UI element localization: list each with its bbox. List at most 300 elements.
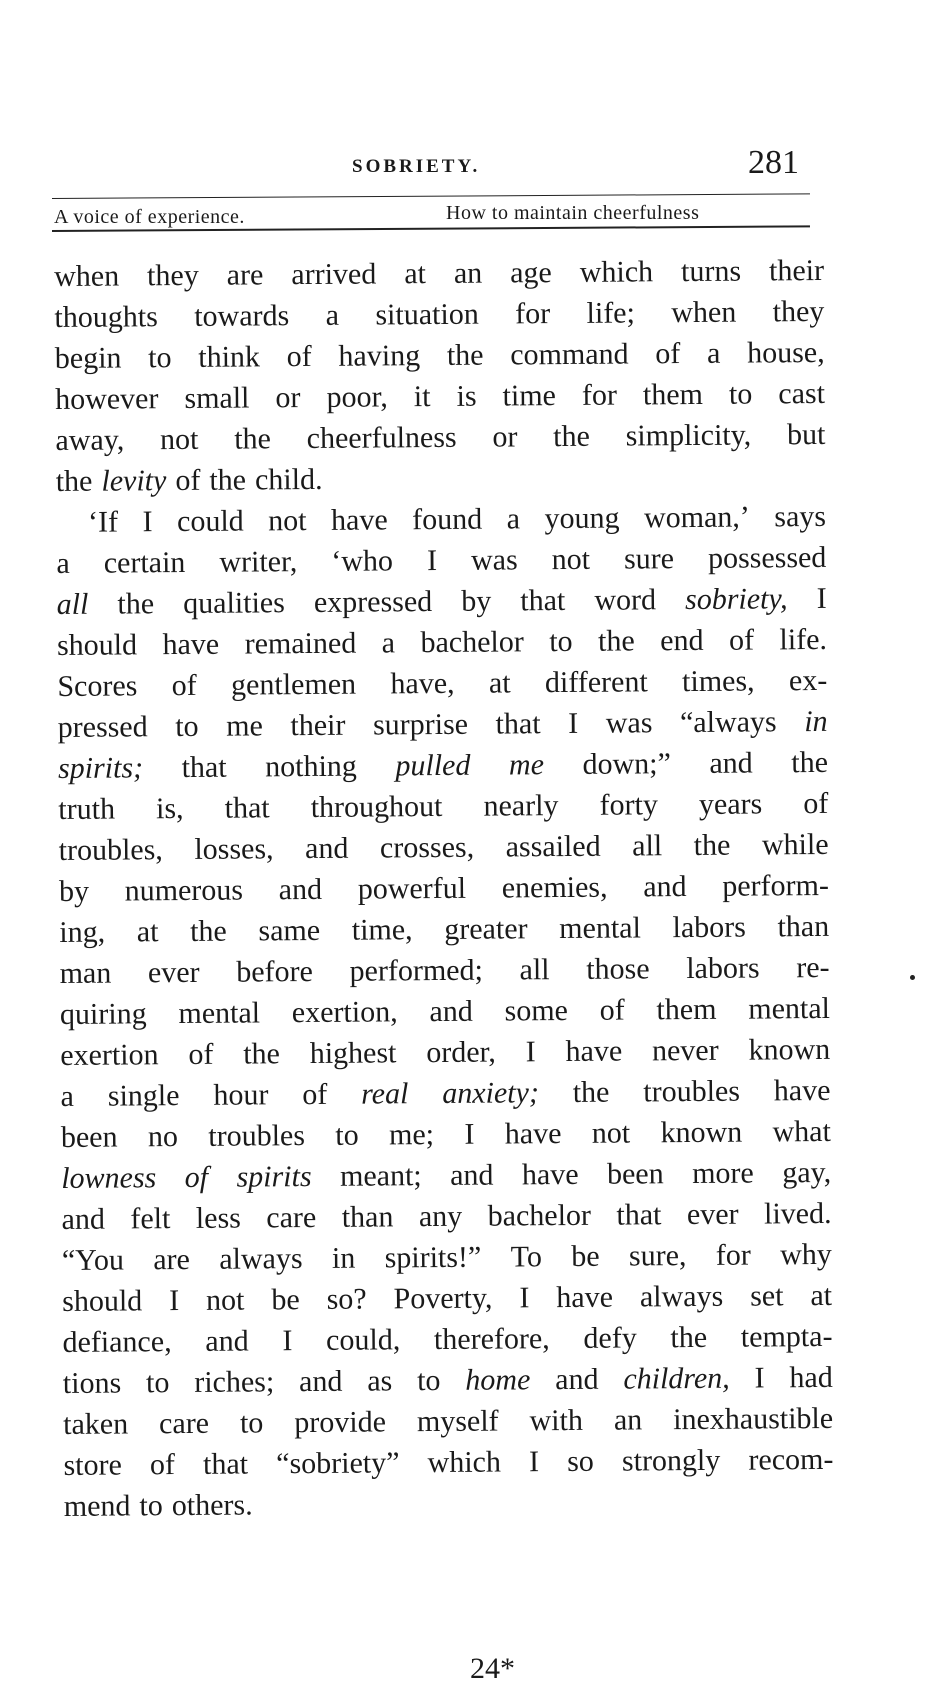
word: an — [453, 256, 483, 290]
word: order, — [426, 1035, 497, 1070]
word: of — [803, 786, 829, 821]
word: life; — [586, 296, 636, 330]
word: I — [282, 1324, 293, 1358]
word: for — [515, 297, 551, 331]
word: to — [549, 624, 573, 659]
word: turns — [680, 254, 742, 289]
word: so — [567, 1444, 594, 1479]
word: and — [298, 1364, 343, 1399]
word: have — [556, 1280, 614, 1315]
word: I — [525, 1035, 536, 1069]
word: have — [330, 503, 388, 537]
word: at — [810, 1278, 833, 1313]
word: and — [304, 831, 349, 866]
word: by — [461, 584, 492, 618]
word: all — [632, 829, 663, 863]
word: to — [728, 377, 753, 411]
word: in — [331, 1241, 356, 1275]
word: poor, — [326, 380, 388, 414]
word: levity — [101, 464, 167, 498]
word: a — [56, 546, 70, 580]
word: throughout — [310, 789, 443, 824]
word: gay, — [782, 1155, 832, 1190]
word: a — [381, 626, 396, 660]
word: them — [656, 992, 717, 1027]
word: why — [780, 1237, 832, 1272]
word: they — [146, 258, 199, 293]
text-line — [58, 701, 828, 748]
word: house, — [747, 335, 825, 370]
word: to — [148, 341, 172, 375]
word: bachelor — [420, 625, 524, 660]
word: cheerfulness — [306, 420, 457, 456]
text-line — [55, 373, 825, 420]
word: not — [159, 422, 199, 457]
word: of — [188, 1037, 214, 1071]
word: time, — [351, 913, 413, 947]
word: time — [502, 379, 557, 413]
word: mental — [178, 996, 261, 1031]
text-line — [59, 947, 829, 994]
text-line — [55, 414, 825, 461]
word: labors — [672, 910, 746, 945]
word: than — [341, 1200, 394, 1234]
word: which — [427, 1445, 502, 1480]
word: to — [139, 1489, 163, 1523]
word: towards — [194, 299, 290, 333]
text-line — [63, 1357, 833, 1404]
word: I — [169, 1284, 180, 1318]
word: have — [773, 1073, 831, 1108]
word: nothing — [265, 749, 357, 784]
word: greater — [444, 912, 528, 946]
word: to — [335, 1118, 359, 1152]
word: crosses, — [379, 830, 475, 865]
word: perform- — [722, 868, 830, 903]
word: I — [816, 581, 827, 616]
word: down;” — [582, 747, 671, 781]
word: it — [413, 380, 431, 414]
word: the — [446, 338, 484, 372]
word: sure — [623, 542, 675, 576]
word: years — [698, 787, 763, 821]
text-line — [61, 1152, 831, 1199]
word: their — [768, 253, 825, 288]
word: ex- — [788, 663, 828, 698]
word: re- — [796, 950, 830, 985]
word: could — [176, 504, 244, 539]
word: they — [772, 294, 825, 329]
word: woman,’ — [643, 500, 750, 535]
word: man — [59, 956, 112, 990]
text-line — [59, 865, 829, 912]
word: or — [492, 420, 518, 454]
word: not — [591, 1116, 631, 1150]
word: mental — [748, 991, 831, 1026]
word: of — [599, 993, 625, 1027]
word: therefore, — [433, 1322, 550, 1357]
word: to — [175, 709, 199, 744]
word: all — [519, 953, 550, 987]
word: enemies, — [501, 870, 608, 905]
word: to — [239, 1406, 264, 1440]
word: arrived — [291, 257, 377, 292]
word: real — [361, 1077, 409, 1111]
text-line — [54, 250, 824, 297]
word: powerful — [357, 871, 467, 906]
header-rule-top — [52, 193, 810, 199]
word: had — [789, 1360, 833, 1395]
word: when — [54, 259, 120, 293]
text-line — [57, 619, 827, 666]
word: recom- — [748, 1442, 834, 1477]
word: meant; — [339, 1159, 422, 1193]
word: at — [488, 666, 511, 700]
word: me — [226, 709, 263, 743]
word: and — [643, 870, 687, 904]
word: an — [613, 1403, 643, 1437]
word: the — [209, 463, 247, 497]
text-line — [64, 1480, 834, 1527]
word: To — [510, 1240, 543, 1274]
word: expressed — [313, 585, 433, 619]
word: spirits — [236, 1160, 312, 1194]
word: of — [728, 623, 755, 657]
word: in — [804, 704, 828, 739]
word: never — [651, 1033, 719, 1068]
text-line — [60, 1070, 830, 1117]
word: the — [597, 624, 635, 658]
word: a — [506, 502, 521, 536]
word: could, — [325, 1323, 401, 1357]
word: provide — [294, 1405, 387, 1440]
word: be — [271, 1283, 300, 1317]
word: home — [465, 1363, 531, 1397]
word: Scores — [57, 669, 138, 703]
word: of — [286, 339, 312, 374]
word: are — [226, 258, 264, 292]
word: however — [54, 382, 159, 416]
text-line — [57, 660, 827, 707]
word: when — [671, 295, 737, 330]
word: inexhaustible — [673, 1401, 834, 1437]
word: or — [275, 381, 301, 415]
word: ‘If — [87, 505, 119, 539]
word: some — [504, 993, 569, 1028]
specks — [910, 975, 915, 980]
word: hour — [213, 1078, 269, 1112]
word: and — [61, 1202, 106, 1236]
word: the — [553, 419, 590, 454]
word: and — [555, 1362, 599, 1397]
word: end — [660, 623, 704, 658]
text-line — [57, 578, 827, 625]
word: so? — [326, 1282, 367, 1316]
word: that — [224, 791, 270, 825]
word: writer, — [219, 545, 298, 579]
word: was — [470, 543, 518, 577]
word: always — [219, 1242, 303, 1276]
word: have — [504, 1117, 562, 1151]
word: have — [565, 1034, 623, 1069]
word: to — [417, 1363, 441, 1398]
text-line — [55, 332, 825, 379]
word: of — [655, 337, 681, 371]
text-line — [56, 537, 826, 584]
word: the — [117, 587, 155, 621]
word: for — [715, 1238, 751, 1272]
word: I — [426, 544, 438, 578]
word: been — [60, 1120, 118, 1154]
text-line — [56, 455, 826, 502]
word: same — [258, 913, 321, 948]
word: the — [55, 464, 93, 498]
word: more — [692, 1156, 754, 1191]
word: have — [162, 627, 220, 662]
word: tempta- — [740, 1319, 833, 1354]
word: anxiety; — [442, 1076, 539, 1110]
word: less — [195, 1201, 241, 1235]
word: forty — [599, 788, 659, 822]
word: sobriety, — [684, 582, 788, 617]
word: be — [571, 1239, 600, 1273]
word: felt — [130, 1202, 171, 1236]
word: exertion — [60, 1038, 159, 1072]
word: losses, — [194, 832, 274, 866]
text-line — [59, 824, 829, 871]
word: word — [594, 583, 657, 617]
word: I — [464, 1117, 475, 1151]
text-line — [63, 1398, 833, 1445]
text-line — [60, 988, 830, 1035]
word: care — [266, 1200, 317, 1235]
text-line — [62, 1234, 832, 1281]
word: and — [709, 746, 753, 780]
word: have, — [390, 666, 455, 701]
text-line — [59, 906, 829, 953]
word: single — [107, 1079, 180, 1113]
word: by — [58, 874, 90, 908]
text-line — [62, 1316, 832, 1363]
word: highest — [309, 1036, 397, 1071]
word: no — [147, 1120, 179, 1154]
word: should — [56, 628, 138, 662]
word: spirits!” — [384, 1240, 482, 1275]
text-line — [60, 1029, 830, 1076]
word: and — [278, 872, 323, 907]
word: think — [198, 340, 261, 374]
word: mental — [559, 911, 641, 946]
text-line — [63, 1439, 833, 1486]
word: surprise — [372, 707, 469, 742]
word: the — [234, 422, 272, 456]
word: children, — [623, 1361, 730, 1396]
word: of — [302, 1077, 328, 1112]
text-line — [58, 783, 828, 830]
word: lived. — [763, 1196, 832, 1231]
word: labors — [686, 951, 760, 986]
word: not — [551, 542, 591, 577]
word: what — [772, 1114, 832, 1149]
word: “You — [61, 1243, 125, 1277]
word: command — [510, 337, 629, 372]
word: ‘who — [331, 544, 394, 578]
sidenote-left: A voice of experience. — [54, 206, 245, 228]
word: known — [660, 1115, 743, 1150]
text-line — [56, 496, 826, 543]
word: not — [205, 1283, 245, 1317]
word: ing, — [59, 915, 106, 949]
word: young — [544, 501, 620, 536]
word: of — [184, 1160, 209, 1195]
word: the — [693, 828, 731, 862]
word: troubles — [643, 1074, 741, 1109]
word: that — [520, 583, 566, 618]
word: different — [544, 665, 648, 700]
word: I — [754, 1361, 765, 1395]
word: a — [60, 1079, 75, 1113]
word: lowness — [61, 1161, 157, 1195]
word: as — [367, 1364, 393, 1398]
word: of — [171, 668, 197, 703]
word: qualities — [183, 586, 285, 620]
word: the — [791, 745, 829, 780]
word: nearly — [483, 789, 559, 823]
word: which — [579, 255, 654, 289]
word: gentlemen — [230, 667, 357, 702]
word: away, — [55, 423, 125, 457]
word: the — [670, 1320, 708, 1355]
word: a — [325, 298, 340, 332]
signature-mark — [470, 1652, 515, 1686]
word: have — [521, 1157, 579, 1192]
page-number: 281 — [748, 144, 799, 181]
word: remained — [244, 626, 357, 661]
word: at — [404, 257, 427, 291]
text-line — [61, 1111, 831, 1158]
text-line — [58, 742, 828, 789]
word: me; — [388, 1118, 435, 1152]
word: age — [510, 256, 552, 290]
word: ever — [686, 1197, 739, 1232]
word: possessed — [707, 540, 827, 575]
word: store — [63, 1448, 122, 1482]
running-title: SOBRIETY. — [352, 156, 481, 177]
word: is, — [155, 791, 184, 826]
word: strongly — [621, 1443, 721, 1478]
word: I — [528, 1445, 540, 1479]
word: quiring — [59, 997, 147, 1031]
word: tions — [62, 1366, 122, 1400]
word: always — [639, 1279, 724, 1314]
word: any — [418, 1199, 463, 1234]
word: been — [606, 1157, 664, 1191]
word: is — [456, 379, 477, 413]
word: and — [450, 1158, 494, 1192]
text-line — [62, 1275, 832, 1322]
word: assailed — [505, 829, 601, 864]
word: me — [508, 748, 545, 782]
word: before — [236, 954, 314, 989]
word: but — [786, 417, 826, 452]
word: certain — [103, 545, 186, 580]
word: I — [568, 706, 579, 740]
word: riches; — [194, 1365, 275, 1399]
word: “always — [679, 705, 777, 740]
word: should — [62, 1284, 143, 1318]
word: cast — [778, 376, 826, 411]
word: troubles — [208, 1119, 306, 1153]
word: times, — [681, 664, 755, 699]
word: performed; — [349, 953, 484, 988]
word: that — [202, 1447, 249, 1481]
word: others. — [171, 1488, 253, 1523]
body-text — [54, 250, 834, 1527]
word: pressed — [57, 710, 148, 744]
word: all — [56, 587, 89, 621]
word: bachelor — [487, 1198, 592, 1233]
word: that — [616, 1198, 662, 1232]
word: at — [136, 915, 159, 949]
word: defy — [583, 1321, 637, 1355]
word: for — [581, 378, 618, 412]
word: small — [184, 381, 250, 415]
word: truth — [58, 792, 116, 826]
text-line — [61, 1193, 831, 1240]
word: set — [750, 1279, 784, 1313]
word: defiance, — [62, 1325, 172, 1359]
word: Poverty, — [393, 1281, 493, 1316]
sidenote-right: How to maintain cheerfulness — [446, 202, 700, 224]
text-line — [54, 291, 824, 338]
word: found — [412, 502, 483, 537]
word: sure, — [628, 1239, 687, 1273]
word: taken — [63, 1407, 129, 1441]
word: having — [338, 339, 421, 373]
word: child. — [254, 462, 323, 497]
word: care — [158, 1406, 210, 1441]
word: situation — [375, 297, 479, 332]
word: known — [748, 1032, 831, 1067]
word: says — [774, 499, 827, 534]
word: a — [706, 336, 721, 370]
word: that — [495, 707, 541, 741]
word: spirits; — [57, 751, 144, 785]
word: the — [190, 914, 227, 948]
word: the — [572, 1075, 610, 1109]
word: life. — [779, 622, 828, 657]
word: and — [429, 994, 473, 1029]
word: begin — [54, 341, 122, 375]
word: was — [605, 706, 653, 740]
word: than — [777, 909, 830, 944]
word: their — [290, 708, 346, 743]
word: those — [586, 952, 650, 986]
word: that — [181, 750, 227, 785]
word: to — [145, 1366, 170, 1400]
signature-label: 24* — [470, 1652, 515, 1685]
word: troubles, — [58, 833, 163, 867]
word: mend — [63, 1489, 131, 1523]
word: of — [175, 463, 201, 498]
word: myself — [416, 1404, 499, 1439]
word: simplicity, — [625, 418, 752, 453]
word: numerous — [124, 873, 244, 908]
word: while — [761, 827, 829, 862]
word: are — [153, 1242, 190, 1277]
word: I — [519, 1281, 530, 1315]
word: pulled — [395, 748, 471, 783]
